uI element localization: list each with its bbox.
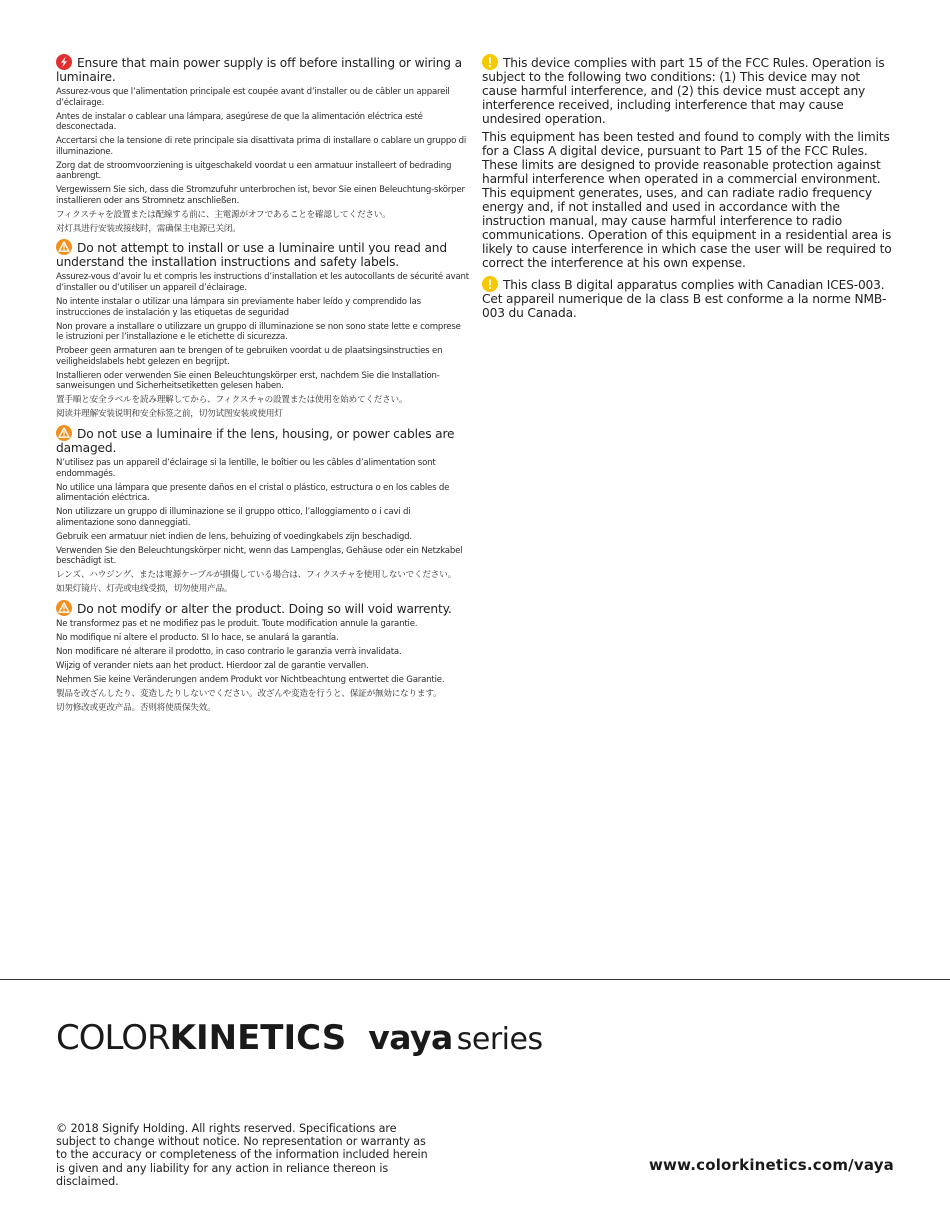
translation-it: Accertarsi che la tensione di rete principale sia disattivata prima di installare o cablare un gruppo di illuminazione.: [56, 136, 467, 157]
warning-heading: Ensure that main power supply is off before installing or wiring a luminaire.: [56, 56, 462, 84]
translation-zh: 阅读并理解安装说明和安全标签之前，切勿试图安装或使用灯: [56, 409, 283, 420]
fcc-notice: This device complies with part 15 of the FCC Rules. Operation is subject to the following two conditions: (1) This device may not cause harmful interference, and (2) this device must accept any interference received, including interference that may cause undesired operation.: [482, 56, 885, 126]
translation-es: No modifique ni altere el producto. SI lo hace, se anulará la garantía.: [56, 632, 339, 643]
translation-nl: Zorg dat de stroomvoorziening is uitgeschakeld voordat u een armatuur installeert of bedrading aanbrengt.: [56, 160, 452, 182]
brand-logo: [56, 1018, 543, 1066]
safety-warnings-column: [56, 54, 470, 718]
copyright-notice: © 2018 Signify Holding. All rights reserved. Specifications are subject to change without notice. No representation or warranty as to the accuracy or completeness of the information included herein is given and any liability for any action in reliance thereon is disclaimed.: [56, 1122, 428, 1188]
translation-it: Non modificare né alterare il prodotto, in caso contrario le garanzia verrà invalidata.: [56, 646, 402, 657]
translation-zh: 切勿修改或更改产品。否则将使质保失效。: [56, 702, 216, 713]
caution-triangle-icon: [56, 600, 72, 616]
translation-fr: Ne transformez pas et ne modifiez pas le produit. Toute modification annule la garantie.: [56, 618, 418, 629]
translation-it: Non utilizzare un gruppo di illuminazione se il gruppo ottico, l’alloggiamento o i cavi di alimentazione sono danneggiati.: [56, 507, 411, 528]
warning-heading: Do not use a luminaire if the lens, housing, or power cables are damaged.: [56, 426, 455, 455]
translation-de: Vergewissern Sie sich, dass die Stromzufuhr unterbrochen ist, bevor Sie einen Beleuchtung-skörper installieren oder ans Stromnetz anschließen.: [56, 185, 465, 206]
footer-divider: [0, 979, 950, 980]
translation-ja: レンズ、ハウジング、または電源ケーブルが損傷している場合は、フィクスチャを使用しないでください。: [56, 570, 456, 581]
warning-read-instructions: [56, 239, 470, 419]
translation-zh: 如果灯镜片、灯壳或电线受损，切勿使用产品。: [56, 584, 233, 595]
electric-shock-warning-icon: [56, 54, 72, 70]
brand-vaya-word: vaya: [368, 1018, 453, 1057]
caution-triangle-icon: [56, 425, 72, 441]
canada-ices-notice: This class B digital apparatus complies with Canadian ICES-003. Cet appareil numerique de la class B est conforme a la norme NMB-003 du Canada.: [482, 278, 887, 320]
warning-power-off: [56, 54, 470, 234]
translation-nl: Probeer geen armaturen aan te brengen of te gebruiken voordat u de plaatsingsinstructies en veiligheidslabels hebt gelezen en begrijpt.: [56, 346, 443, 367]
notice-exclamation-icon: [482, 54, 498, 70]
warning-damaged-parts: [56, 425, 470, 595]
translation-fr: Assurez-vous d’avoir lu et compris les instructions d’installation et les autocollants de sécurité avant d’installer ou d’utiliser un appareil d’éclairage.: [56, 272, 469, 294]
fcc-class-a-notice: This equipment has been tested and found to comply with the limits for a Class A digital device, pursuant to Part 15 of the FCC Rules. These limits are designed to provide reasonable protection against harmful interference when operated in a commercial environment. This equipment generates, uses, and can radiate radio frequency energy and, if not installed and used in accordance with the instruction manual, may cause harmful interference to radio communications. Operation of this equipment in a residential area is likely to cause interference in which case the user will be required to correct the interference at his own expense.: [482, 130, 892, 270]
translation-zh: 对灯具进行安装或接线时，需确保主电源已关闭。: [56, 223, 241, 234]
translation-it: Non provare a installare o utilizzare un gruppo di illuminazione se non sono state lette e comprese le istruzioni per l’installazione e le etichette di sicurezza.: [56, 321, 461, 343]
brand-color-word: COLOR: [56, 1018, 170, 1058]
translation-de: Verwenden Sie den Beleuchtungskörper nicht, wenn das Lampenglas, Gehäuse oder ein Netzkabel beschädigt ist.: [56, 545, 463, 567]
caution-triangle-icon: [56, 239, 72, 255]
translation-fr: Assurez-vous que l’alimentation principale est coupée avant d’installer ou de câbler un appareil d’éclairage.: [56, 87, 450, 108]
translation-es: No intente instalar o utilizar una lámpara sin previamente haber leído y comprendido las instrucciones de instalación y las etiquetas de seguridad: [56, 297, 421, 318]
compliance-column: [482, 54, 896, 324]
translation-de: Nehmen Sie keine Veränderungen andem Produkt vor Nichtbeachtung entwertet die Garantie.: [56, 674, 445, 685]
translation-de: Installieren oder verwenden Sie einen Beleuchtungskörper erst, nachdem Sie die Installation-sanweisungen und Sicherheitsetiketten gelesen haben.: [56, 370, 440, 392]
translation-nl: Gebruik een armatuur niet indien de lens, behuizing of voedingkabels zijn beschadigd.: [56, 531, 412, 542]
warning-heading: Do not attempt to install or use a luminaire until you read and understand the installation instructions and safety labels.: [56, 241, 447, 270]
brand-kinetics-word: KINETICS: [169, 1018, 347, 1058]
brand-series-word: series: [456, 1022, 543, 1057]
translation-es: No utilice una lámpara que presente daños en el cristal o plástico, estructura o en los cables de alimentación eléctrica.: [56, 482, 450, 504]
translation-ja: 製品を改ざんしたり、変造したりしないでください。改ざんや変造を行うと、保証が無効になります。: [56, 688, 442, 699]
website-url[interactable]: www.colorkinetics.com/vaya: [649, 1156, 894, 1174]
warning-do-not-modify: [56, 600, 470, 714]
warning-heading: Do not modify or alter the product. Doing so will void warrenty.: [56, 600, 470, 616]
translation-es: Antes de instalar o cablear una lámpara, asegúrese de que la alimentación eléctrica esté desconectada.: [56, 111, 423, 133]
translation-nl: Wijzig of verander niets aan het product. Hierdoor zal de garantie vervallen.: [56, 660, 369, 671]
translation-ja: 置手順と安全ラベルを読み理解してから、フィクスチャの設置または使用を始めてください。: [56, 395, 408, 406]
translation-fr: N’utilisez pas un appareil d’éclairage si la lentille, le boîtier ou les câbles d’alimentation sont endommagés.: [56, 457, 436, 479]
translation-ja: フィクスチャを設置または配線する前に、主電源がオフであることを確認してください。: [56, 209, 391, 220]
notice-exclamation-icon: [482, 276, 498, 292]
